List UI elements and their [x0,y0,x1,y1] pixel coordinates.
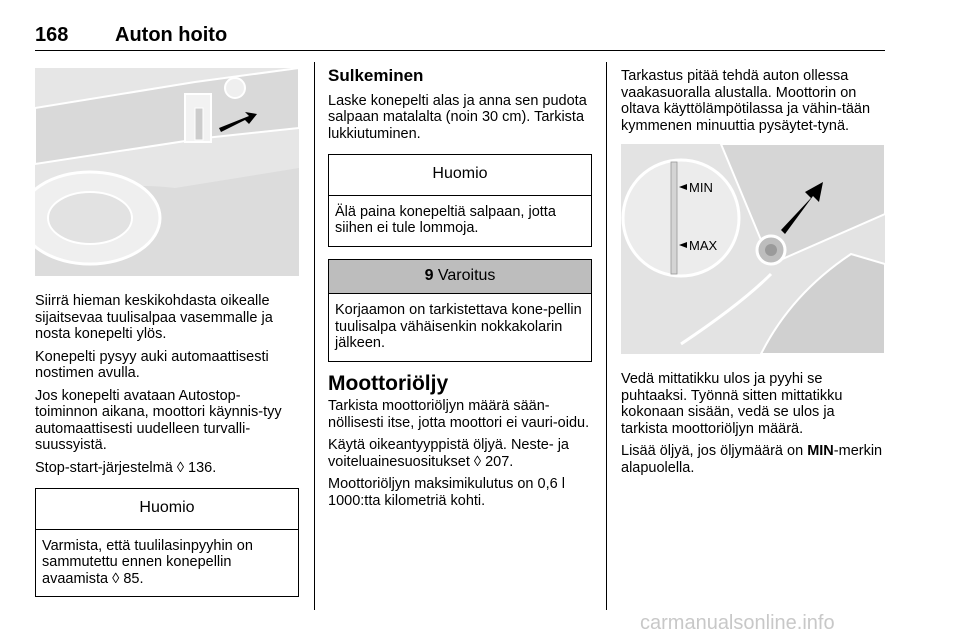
paragraph: Konepelti pysyy auki automaattisesti nostimen avulla. [35,348,269,381]
dipstick-illustration [621,144,885,354]
page-header [35,22,885,51]
paragraph [621,443,885,476]
note-title: Huomio [36,489,298,530]
warning-text: Korjaamon on tarkistettava kone-pellin tuulisalpa vähäisenkin nokkakolarin jälkeen. [335,302,582,351]
section-heading-engine-oil: Moottoriöljy [328,371,449,395]
paragraph: Moottoriöljyn maksimikulutus on 0,6 l 1000:tta kilometriä kohti. [328,476,565,509]
dipstick-max-label: MAX [689,238,718,253]
paragraph: Laske konepelti alas ja anna sen pudota salpaan matalalta (noin 30 cm). Tarkista lukkiutuminen. [328,92,587,142]
paragraph: Vedä mittatikku ulos ja pyyhi se puhtaaksi. Työnnä sitten mittatikku kokonaan sisään, vedä se ulos ja tarkista moottoriöljyn määrä. [621,371,843,437]
paragraph: Tarkista moottoriöljyn määrä sään-nöllisesti itse, jotta moottori ei vauri-oidu. [328,398,590,431]
note-text: Älä paina konepeltiä salpaan, jotta siihen ei tule lommoja. [335,203,556,236]
column-divider-1 [314,62,315,610]
chapter-title: Auton hoito [115,24,228,46]
section-heading-closing: Sulkeminen [328,66,424,85]
paragraph-text-end: -merkin alapuolella. [621,443,883,476]
column-divider-2 [606,62,607,610]
page-ref-icon: ◊ [112,570,120,587]
paragraph [328,437,592,470]
min-label: MIN [807,443,834,459]
page-reference[interactable]: 136. [188,459,217,476]
paragraph: Tarkastus pitää tehdä auton ollessa vaakasuoralla alustalla. Moottorin on oltava käyttölämpötilassa ja vähin-tään kymmenen minuuttia pysäytet-tynä. [621,68,871,134]
warning-box [328,259,592,362]
dipstick-min-label: MIN [689,180,713,195]
note-box [35,488,299,597]
column-3 [621,68,885,482]
page-ref-icon: ◊ [176,459,184,476]
hood-latch-illustration [35,68,299,276]
watermark: carmanualsonline.info [640,612,835,634]
paragraph: Jos konepelti avataan Autostop-toiminnon aikana, moottori käynnis-tyy automaattisesti uudelleen turvalli-suussyistä. [35,387,282,453]
page-ref-icon: ◊ [473,453,482,470]
warning-title: Varoitus [437,266,496,284]
note-body [36,530,298,597]
warning-icon: 9 [424,266,434,284]
page-number: 168 [35,24,69,46]
page-reference[interactable]: 207. [485,453,514,470]
note-title: Huomio [329,155,591,196]
page-reference[interactable]: 85. [123,570,144,587]
warning-title-bar [329,260,591,295]
note-text: Varmista, että tuulilasinpyyhin on sammutettu ennen konepellin avaamista [42,537,253,587]
paragraph [35,460,299,477]
reference-text: Stop-start-järjestelmä [35,459,173,476]
column-1 [35,68,299,607]
paragraph: Siirrä hieman keskikohdasta oikealle sijaitsevaa tuulisalpaa vasemmalle ja nosta konepelti ylös. [35,293,273,342]
paragraph-text: Lisää öljyä, jos öljymäärä on [621,443,804,459]
note-box [328,154,592,247]
reference-text: Käytä oikeantyyppistä öljyä. Neste- ja voiteluainesuositukset [328,437,569,470]
column-2 [328,68,592,515]
